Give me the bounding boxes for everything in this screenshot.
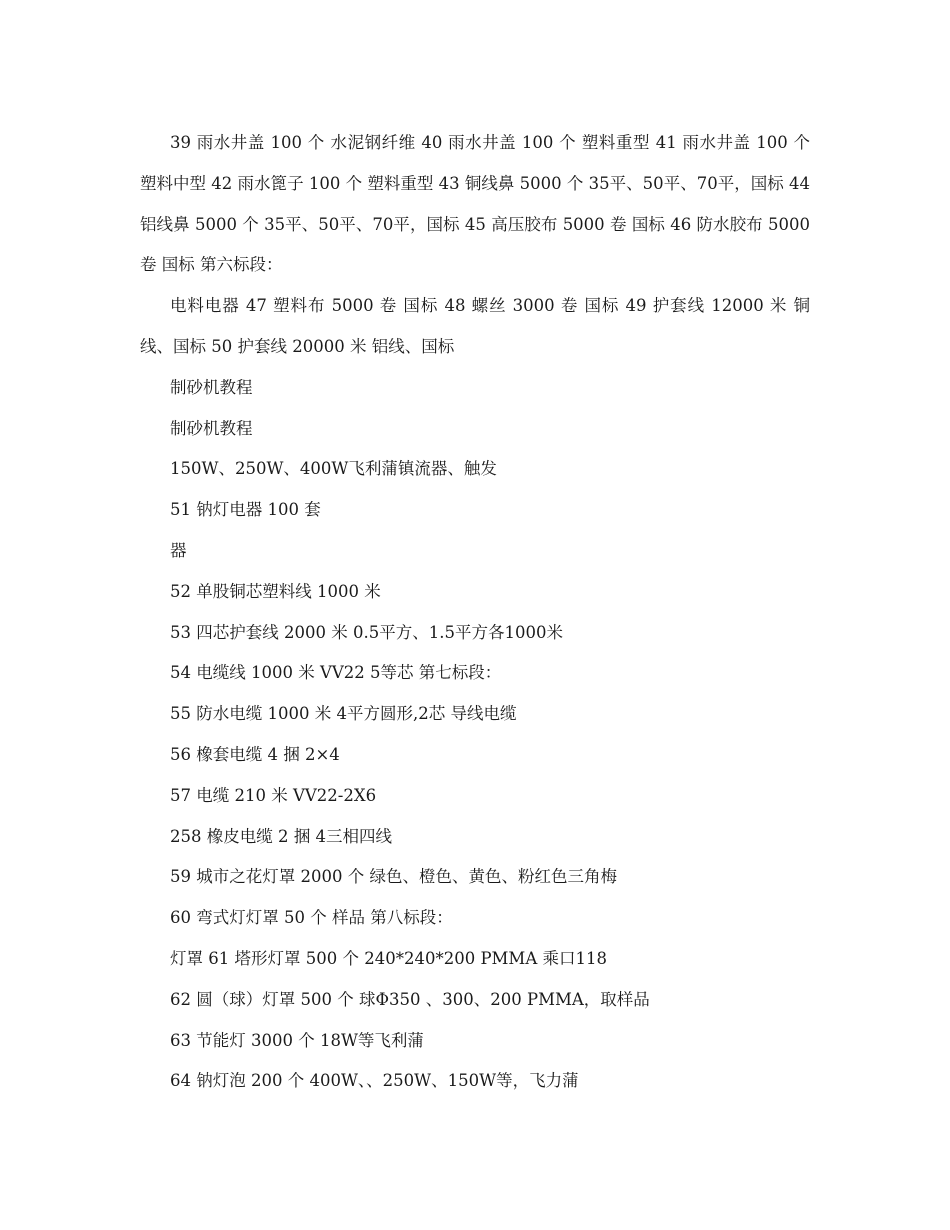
paragraph-item-59: 59 城市之花灯罩 2000 个 绿色、橙色、黄色、粉红色三角梅 <box>170 867 617 887</box>
paragraph-item-54: 54 电缆线 1000 米 VV22 5等芯 第七标段： <box>170 663 502 683</box>
paragraph-item-61: 灯罩 61 塔形灯罩 500 个 240*240*200 PMMA 乘口118 <box>170 948 607 968</box>
paragraph-item-51: 51 钠灯电器 100 套 <box>170 500 321 520</box>
document-body <box>140 123 810 1102</box>
paragraph-line: 制砂机教程 <box>170 418 253 438</box>
paragraph-item-58: 258 橡皮电缆 2 捆 4三相四线 <box>170 826 392 846</box>
paragraph-line: 150W、250W、400W飞利蒲镇流器、触发 <box>170 459 497 479</box>
paragraph-item-60: 60 弯式灯灯罩 50 个 样品 第八标段： <box>170 908 453 928</box>
paragraph-line: 制砂机教程 <box>170 377 253 397</box>
paragraph-line: 器 <box>170 540 187 560</box>
paragraph-item-57: 57 电缆 210 米 VV22-2X6 <box>170 785 377 805</box>
paragraph-item-52: 52 单股铜芯塑料线 1000 米 <box>170 581 381 601</box>
paragraph-item-53: 53 四芯护套线 2000 米 0.5平方、1.5平方各1000米 <box>170 622 563 642</box>
paragraph-items-39-46: 39 雨水井盖 100 个 水泥钢纤维 40 雨水井盖 100 个 塑料重型 41 雨水井盖 100 个 塑料中型 42 雨水篦子 100 个 塑料重型 43 铜线鼻 5000 个 35平、50平、70平，国标 44 铝线鼻 5000 个 35平、50平、70平，国标 45 高压胶布 5000 卷 国标 46 防水胶布 5000 卷 国标 第六标段： <box>140 133 810 275</box>
paragraph-item-55: 55 防水电缆 1000 米 4平方圆形,2芯 导线电缆 <box>170 704 517 724</box>
paragraph-item-56: 56 橡套电缆 4 捆 2×4 <box>170 744 340 764</box>
paragraph-item-64: 64 钠灯泡 200 个 400W、、250W、150W等，飞力蒲 <box>170 1071 579 1091</box>
paragraph-item-63: 63 节能灯 3000 个 18W等飞利蒲 <box>170 1030 424 1050</box>
paragraph-item-62: 62 圆（球）灯罩 500 个 球Φ350 、300、200 PMMA，取样品 <box>170 989 650 1009</box>
paragraph-items-47-50: 电料电器 47 塑料布 5000 卷 国标 48 螺丝 3000 卷 国标 49 护套线 12000 米 铜线、国标 50 护套线 20000 米 铝线、国标 <box>140 296 810 356</box>
